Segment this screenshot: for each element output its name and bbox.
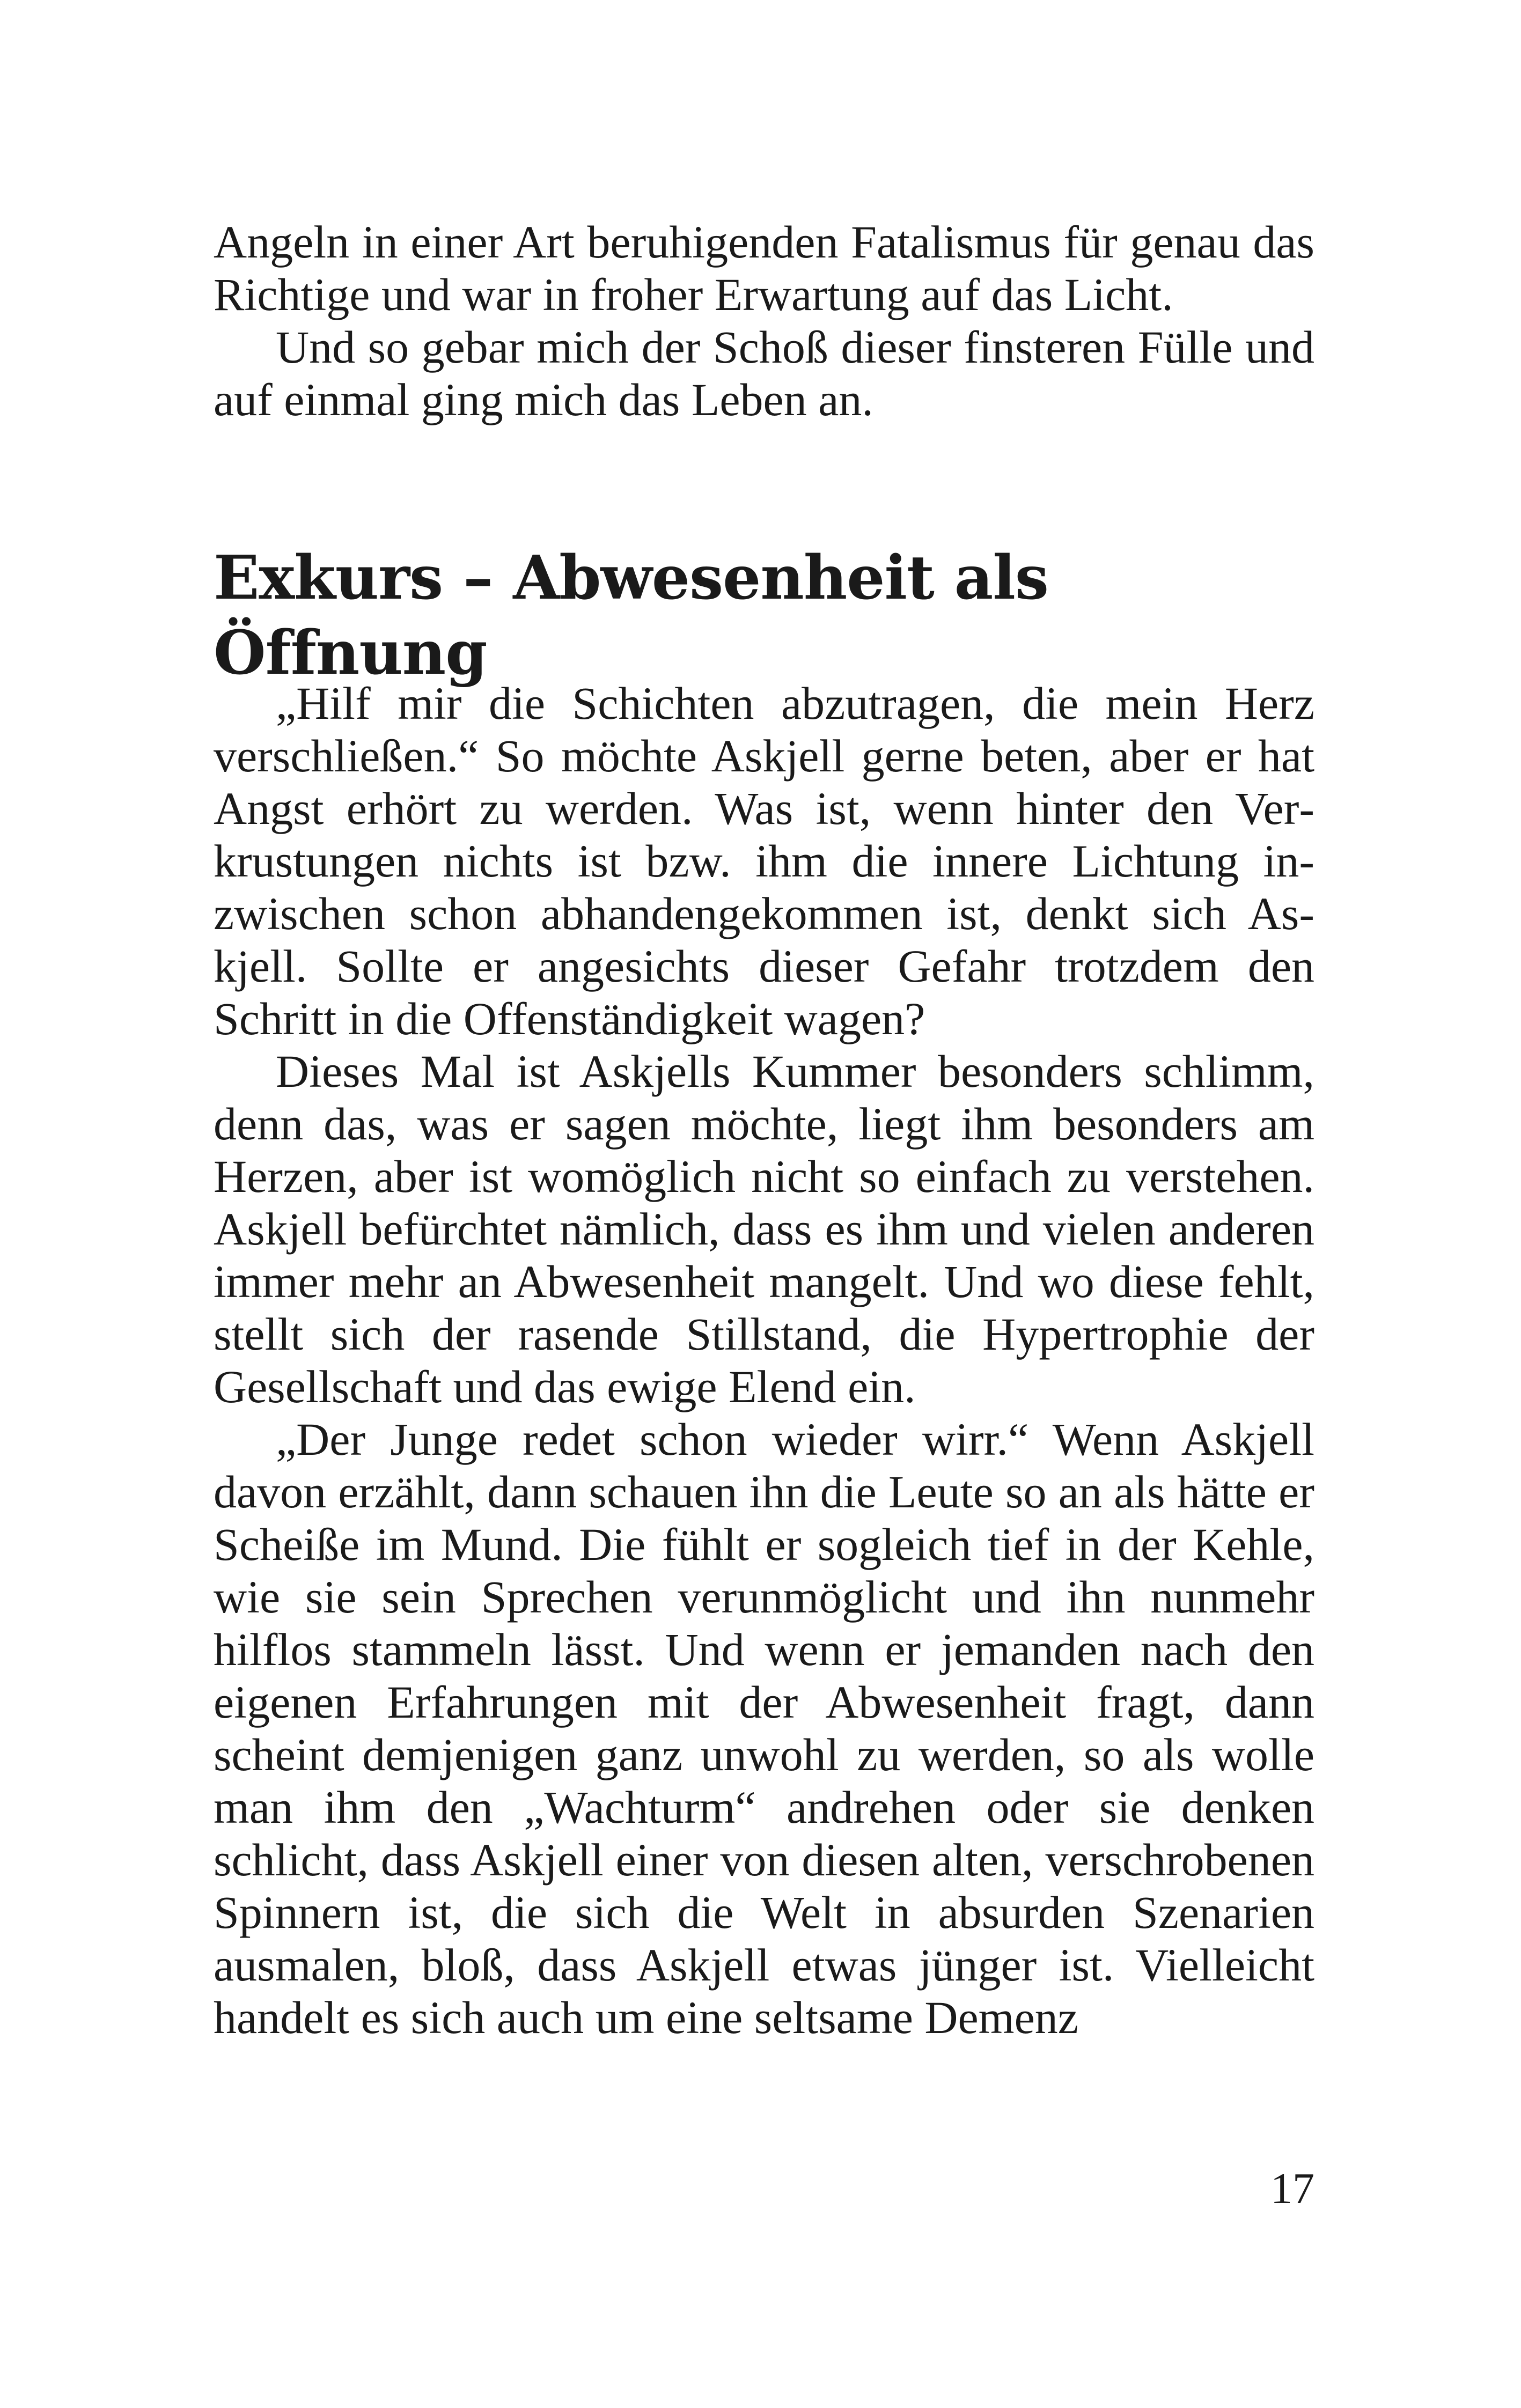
paragraph: Und so gebar mich der Schoß dieser finsteren Fülle und auf einmal ging mich das Leben an. [214, 321, 1314, 425]
paragraph: „Der Junge redet schon wieder wirr.“ Wenn Askjell davon erzählt, dann schauen ihn die Leute so an als hätte er Scheiße im Mund. Die fühlt er sogleich tief in der Kehle, wie sie sein Sprechen verunmöglicht und ihn nunmehr hilflos stammeln lässt. Und wenn er jemanden nach den eigenen Erfahrungen mit der Abwesenheit fragt, dann scheint demjenigen ganz unwohl zu werden, so als wolle man ihm den „Wachturm“ andrehen oder sie denken schlicht, dass Askjell einer von diesen alten, verschrobenen Spinnern ist, die sich die Welt in absurden Szenarien ausmalen, bloß, dass Askjell etwas jünger ist. Vielleicht handelt es sich auch um eine seltsame Demenz [214, 1413, 1314, 2043]
section-heading: Exkurs – Abwesenheit als Öffnung [214, 543, 1048, 688]
paragraph: Angeln in einer Art beruhigenden Fatalismus für genau das Richtige und war in froher Erwartung auf das Licht. [214, 216, 1314, 320]
page-number: 17 [1270, 2164, 1314, 2213]
paragraph: Dieses Mal ist Askjells Kummer besonders schlimm, denn das, was er sagen möchte, liegt ihm besonders am Herzen, aber ist womöglich nicht so einfach zu verstehen. Askjell befürchtet nämlich, dass es ihm und vielen anderen immer mehr an Abwesenheit mangelt. Und wo diese fehlt, stellt sich der rasende Stillstand, die Hypertrophie der Gesellschaft und das ewige Elend ein. [214, 1045, 1314, 1412]
previous-section-text [214, 216, 1314, 426]
section-body [214, 677, 1314, 2044]
paragraph: „Hilf mir die Schichten abzutragen, die mein Herz verschließen.“ So möchte Askjell gerne beten, aber er hat Angst erhört zu werden. Was ist, wenn hinter den Verkrustungen nichts ist bzw. ihm die innere Lichtung inzwischen schon abhandengekommen ist, denkt sich Askjell. Sollte er angesichts dieser Gefahr trotzdem den Schritt in die Offenständigkeit wagen? [214, 678, 1314, 1044]
